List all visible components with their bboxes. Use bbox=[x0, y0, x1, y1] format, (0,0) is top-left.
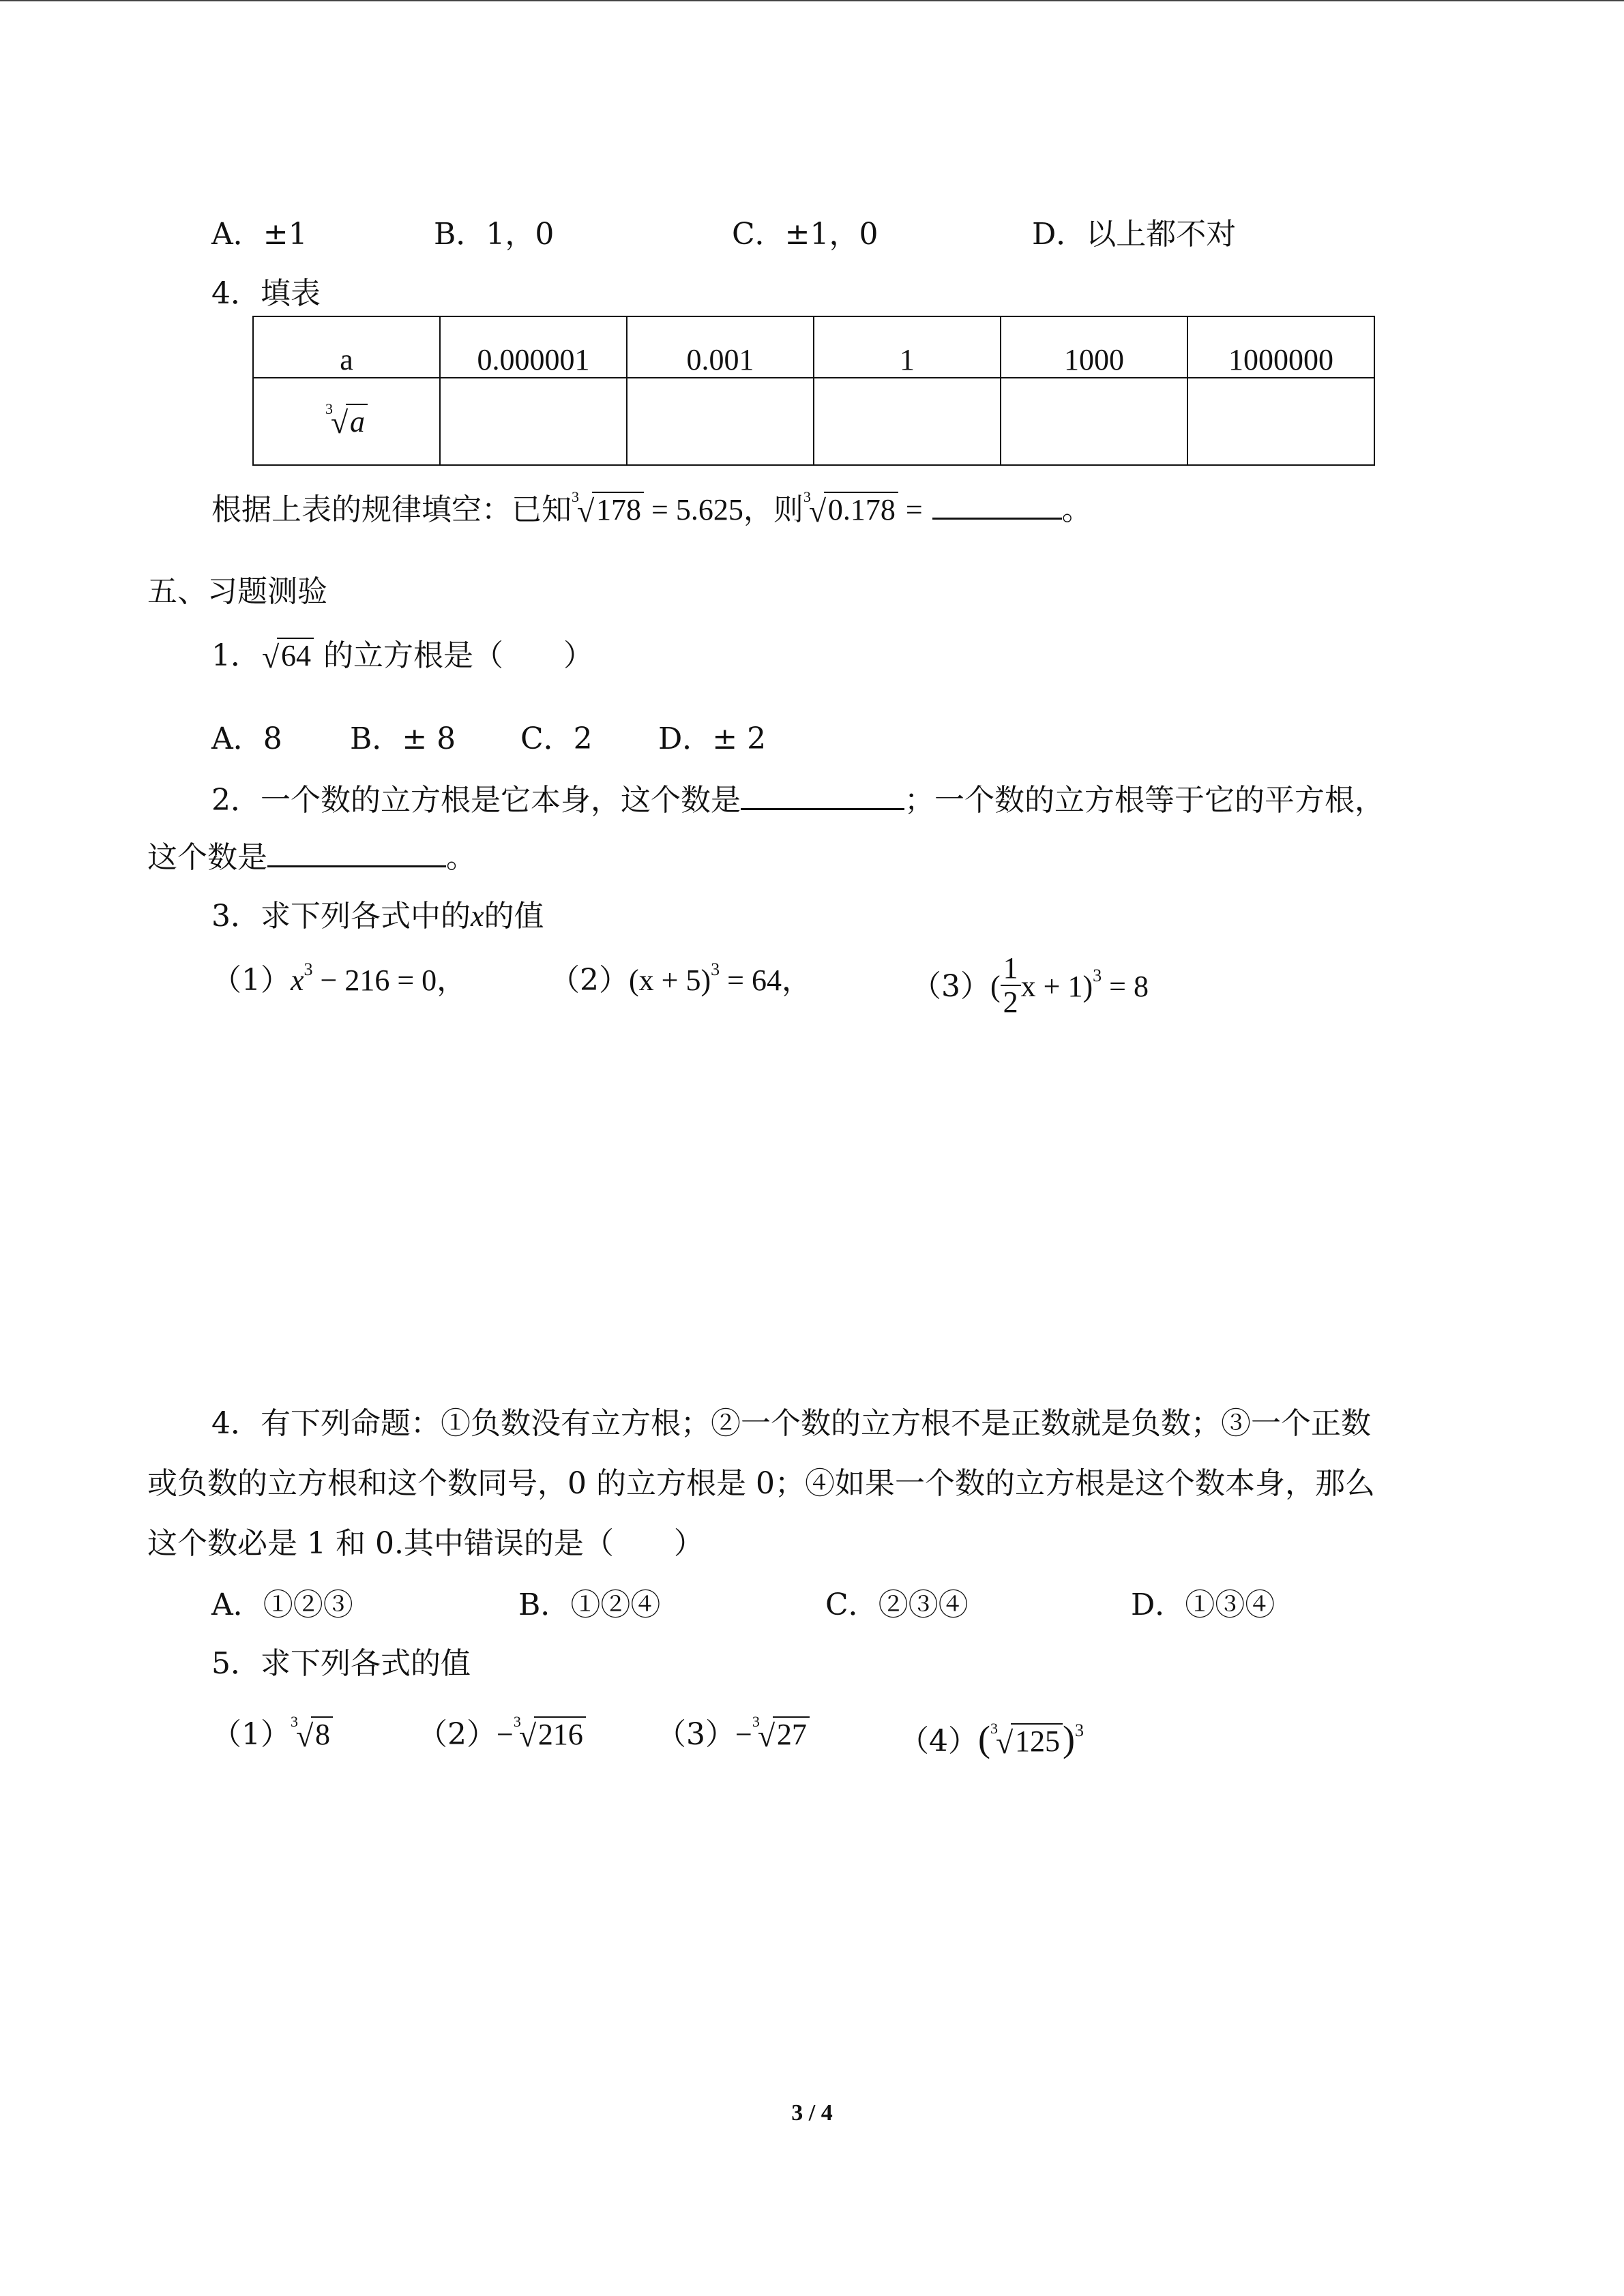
table-cell: 0.001 bbox=[627, 316, 814, 378]
cube-root-8 bbox=[291, 1713, 333, 1753]
table-cell: a bbox=[253, 316, 440, 378]
p4-line3: 这个数必是 1 和 0.其中错误的是（ ） bbox=[147, 1526, 704, 1561]
p3-title-b: 的值 bbox=[484, 899, 544, 934]
rule-end: 。 bbox=[1061, 492, 1092, 527]
p4-option-a: A．①②③ bbox=[211, 1587, 353, 1622]
p3-eq2 bbox=[550, 959, 812, 999]
cube-root-a bbox=[325, 400, 368, 440]
p3-var: x bbox=[471, 899, 484, 933]
p1-option-b: B．± 8 bbox=[350, 721, 456, 756]
rule-fill-line bbox=[211, 488, 1092, 528]
eq3-end: = 8 bbox=[1102, 969, 1149, 1003]
p4-line2: 或负数的立方根和这个数同号，0 的立方根是 0；④如果一个数的立方根是这个数本身，那么 bbox=[147, 1466, 1375, 1501]
fraction-denominator: 2 bbox=[1003, 985, 1018, 1019]
radical-sign-icon: √ bbox=[808, 494, 827, 528]
root-index: 3 bbox=[325, 400, 333, 417]
q3-option-d: D．以上都不对 bbox=[1032, 217, 1237, 252]
answer-blank[interactable] bbox=[267, 865, 446, 867]
eq2-rest: = 64， bbox=[720, 964, 812, 997]
root-radicand: 8 bbox=[311, 1716, 333, 1751]
q3-option-b: B．1，0 bbox=[434, 217, 555, 252]
root-index: 3 bbox=[990, 1720, 998, 1737]
outer-exp: 3 bbox=[1074, 1720, 1084, 1740]
root-radicand: 216 bbox=[534, 1716, 586, 1751]
p2-part3: 这个数是 bbox=[147, 840, 267, 875]
eq3-exp: 3 bbox=[1093, 965, 1102, 985]
root-radicand: 178 bbox=[592, 492, 644, 526]
root-radicand: a bbox=[346, 404, 368, 438]
fraction-one-half bbox=[1001, 952, 1021, 1019]
p3-title-a: 3．求下列各式中的 bbox=[211, 899, 471, 934]
table-answer-row bbox=[253, 378, 1374, 465]
p5-item1 bbox=[211, 1713, 333, 1753]
p3-item-3: （3） bbox=[911, 968, 990, 1004]
eq3-open: ( bbox=[990, 969, 1001, 1003]
p4-option-b: B．①②④ bbox=[518, 1587, 661, 1622]
p3-eq1 bbox=[211, 959, 467, 999]
sqrt-64 bbox=[261, 638, 314, 674]
q3-option-c: C．±1，0 bbox=[732, 217, 879, 252]
table-empty-cell bbox=[1001, 378, 1187, 465]
root-index: 3 bbox=[572, 488, 579, 505]
cube-root-27 bbox=[752, 1713, 810, 1753]
table-header-row bbox=[253, 316, 1374, 378]
p4-option-d: D．①③④ bbox=[1131, 1587, 1275, 1622]
radical-sign-icon: √ bbox=[518, 1718, 537, 1753]
answer-blank[interactable] bbox=[741, 808, 904, 810]
paren-close: ) bbox=[1062, 1718, 1075, 1759]
table-empty-cell bbox=[1187, 378, 1374, 465]
rule-eq1: = 5.625，则 bbox=[644, 493, 803, 526]
cube-root-178 bbox=[572, 488, 644, 528]
cube-root-216 bbox=[513, 1713, 586, 1753]
table-empty-cell bbox=[814, 378, 1001, 465]
p4-option-c: C．②③④ bbox=[825, 1587, 969, 1622]
answer-blank[interactable] bbox=[932, 518, 1062, 520]
p3-title bbox=[211, 899, 544, 935]
section-title: 五、习题测验 bbox=[147, 574, 327, 609]
radical-sign-icon: √ bbox=[577, 494, 595, 528]
p5-item-label: （1） bbox=[211, 1717, 291, 1752]
rule-eq2: = bbox=[898, 493, 923, 526]
p2-end: 。 bbox=[446, 840, 476, 875]
p5-item3 bbox=[656, 1713, 810, 1753]
table-empty-cell bbox=[440, 378, 627, 465]
table-cell: 1000 bbox=[1001, 316, 1187, 378]
q4-title: 4．填表 bbox=[211, 276, 321, 311]
root-radicand: 64 bbox=[277, 638, 314, 672]
page-number: 3 / 4 bbox=[791, 2100, 833, 2126]
minus-sign: − bbox=[497, 1718, 514, 1751]
root-radicand: 27 bbox=[773, 1716, 810, 1751]
root-index: 3 bbox=[291, 1713, 298, 1730]
fraction-numerator: 1 bbox=[1001, 952, 1021, 986]
eq3-mid: x + 1) bbox=[1020, 969, 1093, 1003]
p3-eq3 bbox=[911, 951, 1149, 1022]
eq1-base: x bbox=[291, 964, 304, 997]
p3-item-1: （1） bbox=[211, 963, 291, 998]
root-radicand: 125 bbox=[1011, 1723, 1063, 1758]
fill-table bbox=[252, 316, 1375, 466]
eq1-exp: 3 bbox=[304, 959, 313, 979]
table-empty-cell bbox=[627, 378, 814, 465]
p2-line2 bbox=[147, 840, 476, 876]
eq1-rest: − 216 = 0， bbox=[312, 964, 467, 997]
p1-number: 1． bbox=[211, 638, 261, 673]
p5-title: 5．求下列各式的值 bbox=[211, 1646, 471, 1681]
p5-item2 bbox=[417, 1713, 586, 1753]
paren-open: ( bbox=[978, 1718, 990, 1759]
p1-option-d: D．± 2 bbox=[658, 721, 767, 756]
p1-option-a: A．8 bbox=[211, 721, 282, 756]
p5-item-label: （4） bbox=[899, 1724, 978, 1759]
p5-item-label: （2） bbox=[417, 1717, 497, 1752]
p2-line1 bbox=[211, 783, 1385, 819]
minus-sign: − bbox=[735, 1718, 752, 1751]
eq2-base: (x + 5) bbox=[629, 964, 711, 997]
cube-root-label-cell bbox=[253, 378, 440, 465]
cube-root-125 bbox=[990, 1720, 1063, 1760]
p2-part1: 2．一个数的立方根是它本身，这个数是 bbox=[211, 783, 741, 818]
q3-option-a: A．±1 bbox=[211, 217, 308, 252]
p1-option-c: C．2 bbox=[520, 721, 593, 756]
radical-sign-icon: √ bbox=[296, 1718, 314, 1753]
p1-stem bbox=[211, 638, 593, 674]
radical-sign-icon: √ bbox=[262, 640, 280, 674]
top-border-line bbox=[0, 0, 1624, 1]
table-cell: 0.000001 bbox=[440, 316, 627, 378]
radical-sign-icon: √ bbox=[995, 1725, 1014, 1760]
root-index: 3 bbox=[803, 488, 811, 505]
rule-text: 根据上表的规律填空：已知 bbox=[211, 492, 572, 527]
radical-sign-icon: √ bbox=[331, 404, 349, 440]
root-index: 3 bbox=[513, 1713, 521, 1730]
root-radicand: 0.178 bbox=[824, 492, 898, 526]
root-index: 3 bbox=[752, 1713, 760, 1730]
p1-text: 的立方根是（ ） bbox=[323, 638, 593, 673]
eq2-exp: 3 bbox=[711, 959, 720, 979]
cube-root-0178 bbox=[803, 488, 898, 528]
table-cell: 1 bbox=[814, 316, 1001, 378]
p2-part2: ；一个数的立方根等于它的平方根， bbox=[904, 783, 1385, 818]
p4-line1: 4．有下列命题：①负数没有立方根；②一个数的立方根不是正数就是负数；③一个正数 bbox=[211, 1406, 1371, 1441]
radical-sign-icon: √ bbox=[757, 1718, 776, 1753]
table-cell: 1000000 bbox=[1187, 316, 1374, 378]
p5-item4 bbox=[899, 1717, 1084, 1761]
p5-item-label: （3） bbox=[656, 1717, 735, 1752]
p3-item-2: （2） bbox=[550, 963, 629, 998]
